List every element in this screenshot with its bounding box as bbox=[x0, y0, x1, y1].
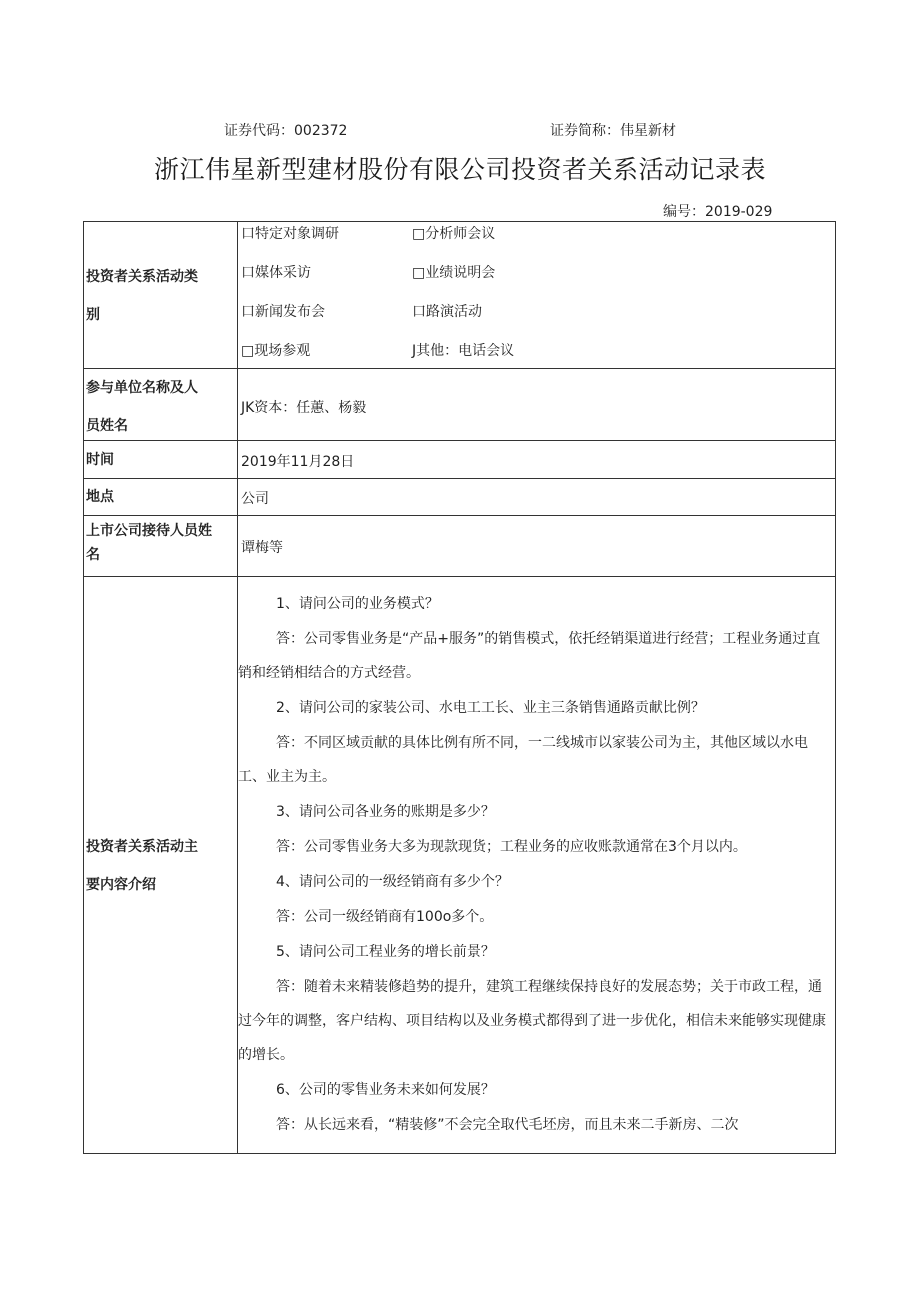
activity-type-label: 投资者关系活动类 别 bbox=[86, 269, 198, 323]
option-site-visit: □现场参观 bbox=[241, 343, 311, 359]
qa-item bbox=[238, 586, 834, 690]
qa-item bbox=[238, 934, 834, 1072]
option-media-interview: 口媒体采访 bbox=[241, 265, 311, 281]
reception-value: 谭梅等 bbox=[241, 540, 283, 556]
answer: 答：公司零售业务是“产品+服务”的销售模式，依托经销渠道进行经营；工程业务通过直销和经销相结合的方式经营。 bbox=[238, 631, 821, 681]
option-specific-research: 口特定对象调研 bbox=[241, 226, 339, 242]
location-label: 地点 bbox=[86, 489, 114, 505]
option-other-teleconference: J其他：电话会议 bbox=[412, 343, 515, 359]
participants-label: 参与单位名称及人 员姓名 bbox=[86, 380, 198, 434]
main-content-label: 投资者关系活动主 要内容介绍 bbox=[86, 839, 198, 893]
qa-item bbox=[238, 864, 834, 934]
option-press-conference: 口新闻发布会 bbox=[241, 304, 325, 320]
qa-list bbox=[238, 586, 834, 1142]
question: 4、请问公司的一级经销商有多少个？ bbox=[276, 874, 509, 890]
qa-item bbox=[238, 1072, 834, 1142]
page-title: 浙江伟星新型建材股份有限公司投资者关系活动记录表 bbox=[153, 155, 766, 184]
option-analyst-meeting: □分析师会议 bbox=[412, 226, 496, 242]
question: 6、公司的零售业务未来如何发展？ bbox=[276, 1082, 495, 1098]
stock-abbreviation: 证券简称：伟星新材 bbox=[550, 123, 676, 139]
location-value: 公司 bbox=[241, 491, 269, 507]
answer: 答：随着未来精装修趋势的提升，建筑工程继续保持良好的发展态势；关于市政工程，通过今年的调整，客户结构、项目结构以及业务模式都得到了进一步优化，相信未来能够实现健康的增长。 bbox=[238, 979, 826, 1063]
answer: 答：公司零售业务大多为现款现货；工程业务的应收账款通常在3个月以内。 bbox=[276, 839, 747, 855]
time-label: 时间 bbox=[86, 452, 114, 468]
stock-code: 证券代码：002372 bbox=[224, 123, 348, 139]
question: 5、请问公司工程业务的增长前景？ bbox=[276, 944, 495, 960]
option-roadshow: 口路演活动 bbox=[412, 304, 482, 320]
question: 3、请问公司各业务的账期是多少？ bbox=[276, 804, 495, 820]
qa-item bbox=[238, 690, 834, 794]
record-table bbox=[83, 221, 836, 1154]
answer: 答：从长远来看，“精装修”不会完全取代毛坯房，而且未来二手新房、二次 bbox=[276, 1117, 739, 1133]
participants-value: JK资本：任蕙、杨毅 bbox=[241, 400, 367, 416]
qa-item bbox=[238, 794, 834, 864]
answer: 答：公司一级经销商有100o多个。 bbox=[276, 909, 494, 925]
question: 2、请问公司的家装公司、水电工工长、业主三条销售通路贡献比例？ bbox=[276, 700, 705, 716]
time-value: 2019年11月28日 bbox=[241, 454, 355, 470]
question: 1、请问公司的业务模式？ bbox=[276, 596, 439, 612]
serial-number: 编号：2019-029 bbox=[663, 204, 773, 220]
reception-label: 上市公司接待人员姓 名 bbox=[86, 523, 212, 563]
answer: 答：不同区域贡献的具体比例有所不同，一二线城市以家装公司为主，其他区域以水电工、业主为主。 bbox=[238, 735, 808, 785]
row-divider bbox=[84, 576, 835, 577]
option-earnings-briefing: □业绩说明会 bbox=[412, 265, 496, 281]
